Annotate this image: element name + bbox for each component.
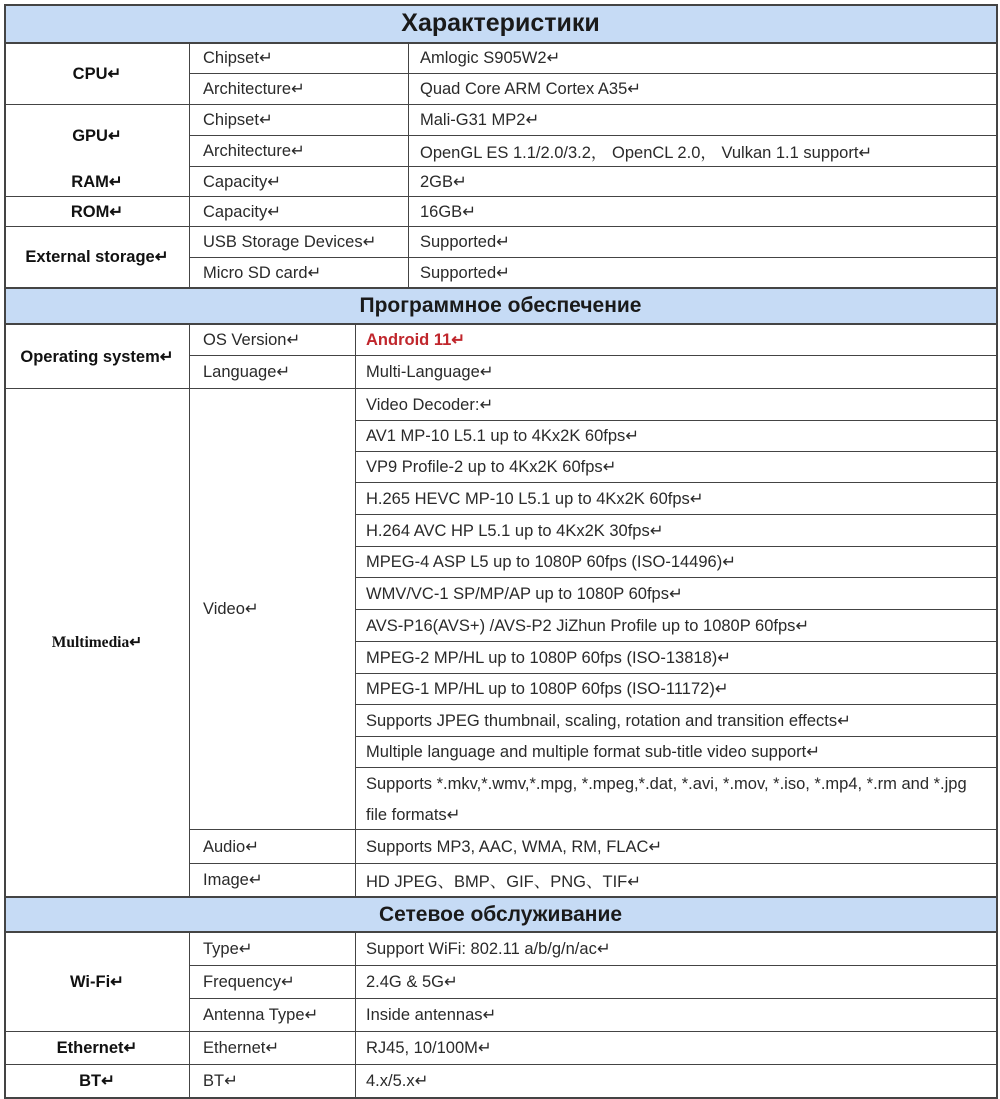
video-spec-row: MPEG-2 MP/HL up to 1080P 60fps (ISO-13818)↵ (366, 648, 732, 667)
category-gpu: GPU↵ (72, 126, 122, 145)
category-multimedia: Multimedia↵ (51, 634, 143, 651)
video-spec-row: AVS-P16(AVS+) /AVS-P2 JiZhun Profile up to 1080P 60fps↵ (366, 616, 810, 635)
ethernet-value: RJ45, 10/100M↵ (366, 1039, 492, 1057)
ethernet-label: Ethernet↵ (203, 1039, 280, 1057)
cpu-architecture-value: Quad Core ARM Cortex A35↵ (420, 80, 642, 98)
os-version-label: OS Version↵ (203, 331, 301, 349)
cpu-chipset-label: Chipset↵ (203, 49, 273, 67)
category-ethernet: Ethernet↵ (56, 1039, 138, 1057)
image-value: HD JPEG、BMP、GIF、PNG、TIF↵ (366, 873, 642, 891)
category-ram: RAM↵ (71, 172, 123, 191)
video-spec-row: Supports *.mkv,*.wmv,*.mpg, *.mpeg,*.dat, *.avi, *.mov, *.iso, *.mp4, *.rm and *.jpg file formats↵ (366, 775, 967, 824)
usb-storage-value: Supported↵ (420, 233, 510, 251)
category-operating-system: Operating system↵ (20, 347, 174, 366)
gpu-chipset-label: Chipset↵ (203, 111, 273, 129)
wifi-type-value: Support WiFi: 802.11 a/b/g/n/ac↵ (366, 940, 611, 958)
video-spec-row: WMV/VC-1 SP/MP/AP up to 1080P 60fps↵ (366, 584, 683, 603)
image-label: Image↵ (203, 871, 263, 889)
audio-value: Supports MP3, AAC, WMA, RM, FLAC↵ (366, 837, 663, 856)
category-bt: BT↵ (79, 1072, 115, 1090)
micro-sd-label: Micro SD card↵ (203, 263, 322, 282)
video-spec-row: MPEG-4 ASP L5 up to 1080P 60fps (ISO-14496)↵ (366, 553, 737, 571)
video-label: Video↵ (203, 600, 259, 618)
category-external-storage: External storage↵ (25, 248, 169, 266)
usb-storage-label: USB Storage Devices↵ (203, 233, 377, 251)
category-wifi: Wi-Fi↵ (70, 973, 124, 991)
antenna-type-label: Antenna Type↵ (203, 1006, 319, 1024)
video-spec-row: VP9 Profile-2 up to 4Kx2K 60fps↵ (366, 458, 617, 476)
video-spec-row: H.264 AVC HP L5.1 up to 4Kx2K 30fps↵ (366, 521, 664, 540)
section-title-software: Программное обеспечение (359, 294, 642, 317)
video-spec-row: Multiple language and multiple format sub-title video support↵ (366, 743, 821, 761)
wifi-frequency-value: 2.4G & 5G↵ (366, 973, 458, 991)
language-value: Multi-Language↵ (366, 363, 494, 381)
ram-capacity-value: 2GB↵ (420, 172, 467, 191)
section-title-network: Сетевое обслуживание (378, 902, 623, 926)
cpu-architecture-label: Architecture↵ (203, 80, 305, 98)
video-spec-row: MPEG-1 MP/HL up to 1080P 60fps (ISO-11172)↵ (366, 680, 729, 698)
wifi-frequency-label: Frequency↵ (203, 973, 295, 991)
bt-label: BT↵ (203, 1072, 238, 1090)
wifi-type-label: Type↵ (203, 940, 253, 958)
micro-sd-value: Supported↵ (420, 263, 510, 282)
gpu-chipset-value: Mali-G31 MP2↵ (420, 111, 540, 129)
video-spec-row: AV1 MP-10 L5.1 up to 4Kx2K 60fps↵ (366, 427, 640, 445)
video-spec-row: Supports JPEG thumbnail, scaling, rotation and transition effects↵ (366, 711, 851, 730)
ram-capacity-label: Capacity↵ (203, 172, 282, 191)
gpu-architecture-label: Architecture↵ (203, 142, 305, 160)
audio-label: Audio↵ (203, 837, 260, 856)
category-cpu: CPU↵ (72, 64, 122, 83)
cpu-chipset-value: Amlogic S905W2↵ (420, 49, 561, 67)
section-title-hardware: Характеристики (401, 8, 600, 37)
rom-capacity-value: 16GB↵ (420, 202, 477, 221)
rom-capacity-label: Capacity↵ (203, 202, 282, 221)
gpu-architecture-value: OpenGL ES 1.1/2.0/3.2， OpenCL 2.0， Vulkan 1.1 support↵ (420, 144, 873, 162)
video-spec-row: H.265 HEVC MP-10 L5.1 up to 4Kx2K 60fps↵ (366, 489, 704, 508)
bt-value: 4.x/5.x↵ (366, 1072, 429, 1090)
video-spec-row: Video Decoder:↵ (366, 395, 494, 414)
language-label: Language↵ (203, 363, 291, 381)
os-version-value: Android 11↵ (366, 331, 466, 349)
antenna-type-value: Inside antennas↵ (366, 1006, 497, 1024)
category-rom: ROM↵ (70, 202, 124, 221)
